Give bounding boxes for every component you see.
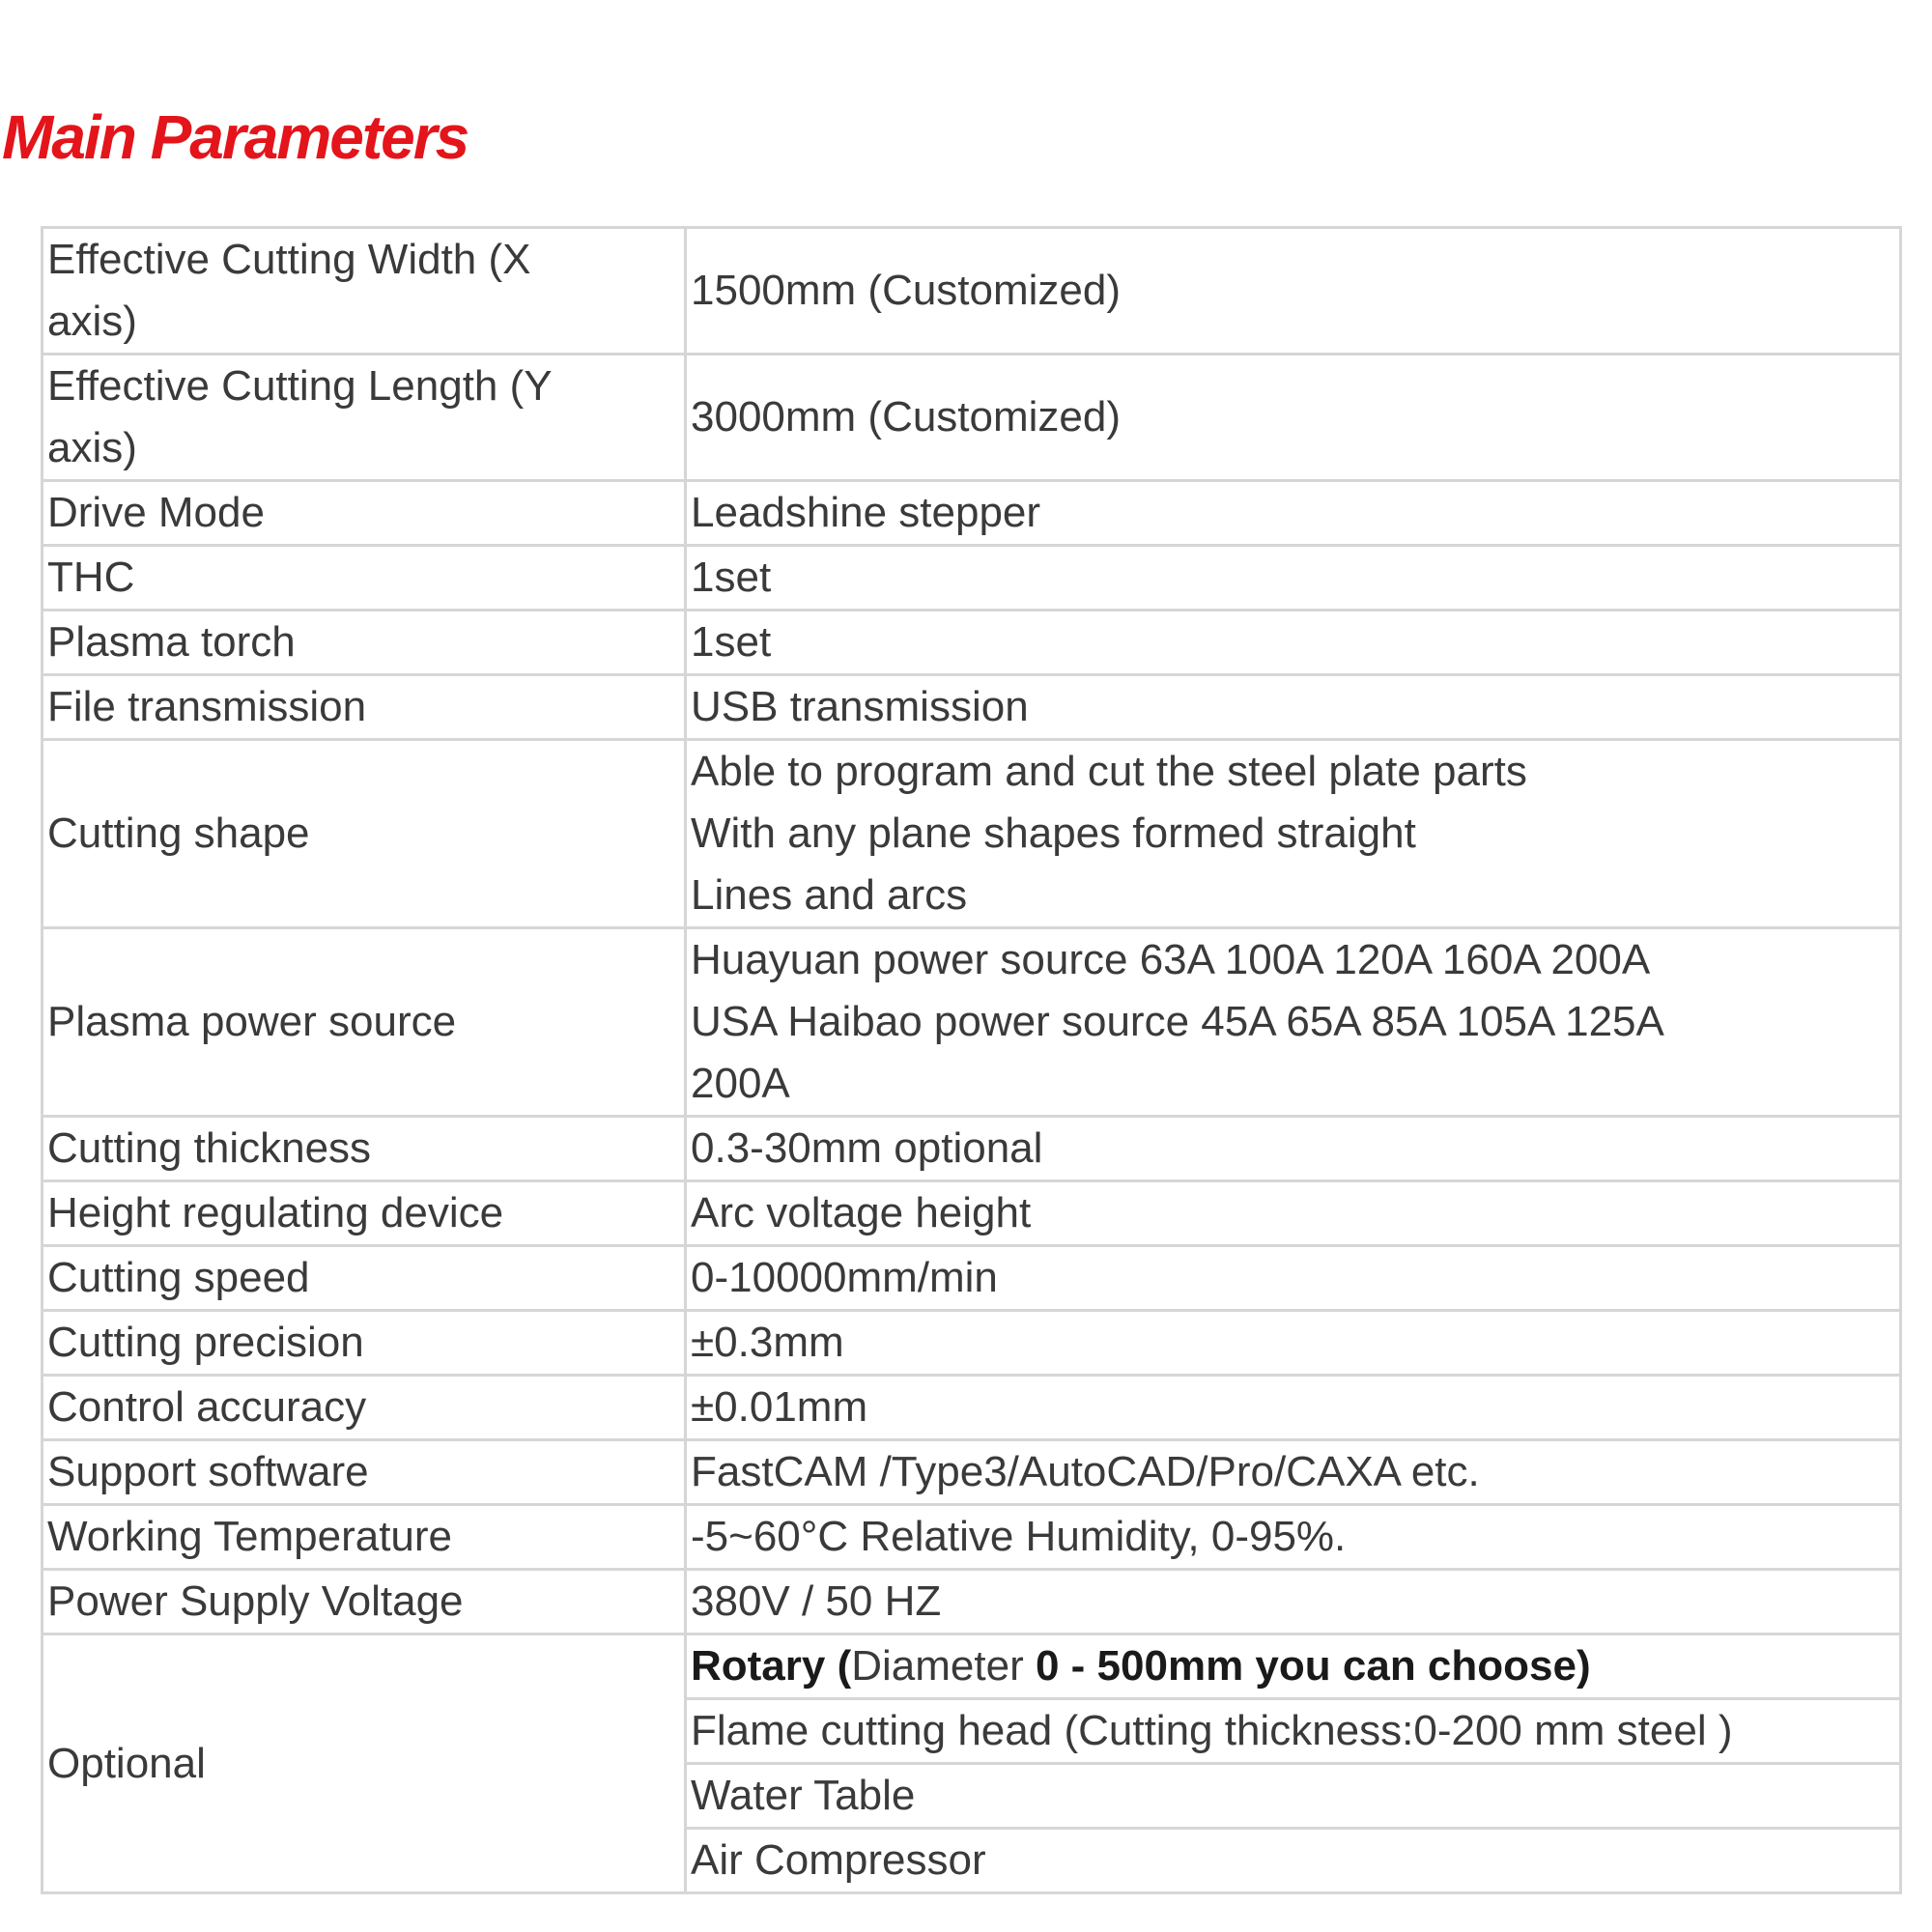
param-cell: Height regulating device bbox=[43, 1181, 686, 1246]
param-label-line: Effective Cutting Width (X bbox=[47, 236, 531, 283]
param-cell: Cutting shape bbox=[43, 740, 686, 928]
value-cell bbox=[686, 1634, 1901, 1699]
table-row bbox=[43, 355, 1901, 481]
value-cell: 0.3-30mm optional bbox=[686, 1117, 1901, 1181]
param-cell bbox=[43, 355, 686, 481]
param-label-line: Effective Cutting Length (Y bbox=[47, 362, 553, 410]
value-cell: Water Table bbox=[686, 1764, 1901, 1829]
param-label-line: axis) bbox=[47, 298, 137, 345]
param-cell bbox=[43, 228, 686, 355]
value-cell bbox=[686, 1699, 1901, 1764]
value-cell: USB transmission bbox=[686, 675, 1901, 740]
table-row bbox=[43, 228, 1901, 355]
value-cell: -5~60°C Relative Humidity, 0-95%. bbox=[686, 1505, 1901, 1570]
param-cell: Plasma power source bbox=[43, 928, 686, 1117]
table-row bbox=[43, 675, 1901, 740]
param-cell: Plasma torch bbox=[43, 611, 686, 675]
param-cell: Power Supply Voltage bbox=[43, 1570, 686, 1634]
page-title: Main Parameters bbox=[2, 102, 469, 172]
param-value: 3000mm (Customized) bbox=[691, 393, 1122, 440]
value-line: Able to program and cut the steel plate parts bbox=[691, 748, 1527, 795]
value-cell: 1set bbox=[686, 546, 1901, 611]
param-cell: Control accuracy bbox=[43, 1376, 686, 1440]
param-cell: File transmission bbox=[43, 675, 686, 740]
value-cell: Leadshine stepper bbox=[686, 481, 1901, 546]
table-row bbox=[43, 928, 1901, 1117]
param-cell: Support software bbox=[43, 1440, 686, 1505]
value-line: Huayuan power source 63A 100A 120A 160A 200A bbox=[691, 936, 1651, 983]
param-cell: Cutting speed bbox=[43, 1246, 686, 1311]
value-cell: ±0.3mm bbox=[686, 1311, 1901, 1376]
param-cell: THC bbox=[43, 546, 686, 611]
optional-item-part: 0 - 500mm you can choose) bbox=[1035, 1642, 1591, 1690]
table-row bbox=[43, 740, 1901, 928]
param-cell: Cutting precision bbox=[43, 1311, 686, 1376]
param-value: 1500mm (Customized) bbox=[691, 267, 1122, 314]
table-row bbox=[43, 1440, 1901, 1505]
value-cell: FastCAM /Type3/AutoCAD/Pro/CAXA etc. bbox=[686, 1440, 1901, 1505]
value-cell bbox=[686, 740, 1901, 928]
value-cell bbox=[686, 228, 1901, 355]
param-cell: Drive Mode bbox=[43, 481, 686, 546]
optional-item-part: Rotary ( bbox=[691, 1642, 852, 1690]
value-cell: 1set bbox=[686, 611, 1901, 675]
table-row bbox=[43, 1634, 1901, 1699]
value-cell: 0-10000mm/min bbox=[686, 1246, 1901, 1311]
table-row bbox=[43, 1376, 1901, 1440]
value-line: 200A bbox=[691, 1060, 790, 1107]
table-row bbox=[43, 1570, 1901, 1634]
optional-item-part: Diameter bbox=[851, 1642, 1036, 1690]
table-row bbox=[43, 546, 1901, 611]
value-cell bbox=[686, 355, 1901, 481]
optional-item: Flame cutting head (Cutting thickness:0-200 mm steel ) bbox=[691, 1707, 1733, 1754]
table-row bbox=[43, 1505, 1901, 1570]
value-cell: 380V / 50 HZ bbox=[686, 1570, 1901, 1634]
table-row bbox=[43, 611, 1901, 675]
param-cell: Working Temperature bbox=[43, 1505, 686, 1570]
value-line: With any plane shapes formed straight bbox=[691, 810, 1416, 857]
table-row bbox=[43, 481, 1901, 546]
param-label-line: axis) bbox=[47, 424, 137, 471]
table-row bbox=[43, 1117, 1901, 1181]
table-row bbox=[43, 1181, 1901, 1246]
value-cell bbox=[686, 928, 1901, 1117]
param-cell-optional: Optional bbox=[43, 1634, 686, 1893]
value-line: USA Haibao power source 45A 65A 85A 105A 125A bbox=[691, 998, 1664, 1045]
parameters-table bbox=[41, 226, 1902, 1894]
value-cell: Air Compressor bbox=[686, 1829, 1901, 1893]
table-row bbox=[43, 1246, 1901, 1311]
value-cell: Arc voltage height bbox=[686, 1181, 1901, 1246]
value-line: Lines and arcs bbox=[691, 871, 968, 919]
table-row bbox=[43, 1311, 1901, 1376]
value-cell: ±0.01mm bbox=[686, 1376, 1901, 1440]
param-cell: Cutting thickness bbox=[43, 1117, 686, 1181]
